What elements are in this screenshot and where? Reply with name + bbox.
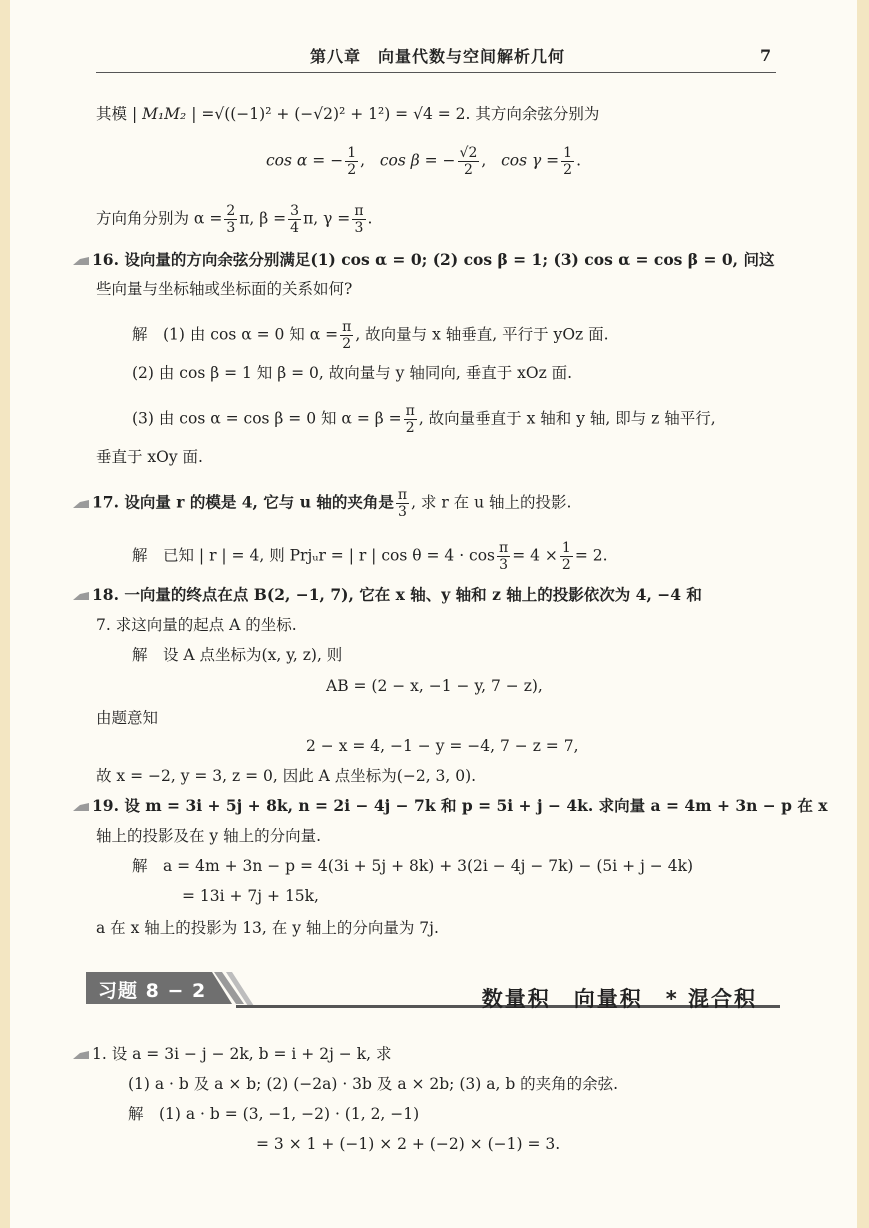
direction-angles: 方向角分别为 α = $\frac{2}{3}$ π, β = $\frac{3}{4}$ π, γ = $\frac{\pi}{3}$ . <box>96 203 373 236</box>
problem-19-question: 19. 设 m = 3i + 5j + 8k, n = 2i − 4j − 7k 和 p = 5i + j − 4k. 求向量 a = 4m + 3n − p 在 x <box>72 796 828 816</box>
problem-18-answer-4: 2 − x = 4, −1 − y = −4, 7 − z = 7, <box>306 737 579 755</box>
problem-19-answer-1: 解 a = 4m + 3n − p = 4(3i + 5j + 8k) + 3(2i − 4j − 7k) − (5i + j − 4k) <box>132 857 694 875</box>
problem-16-question: 16. 设向量的方向余弦分别满足(1) cos α = 0; (2) cos β = 1; (3) cos α = cos β = 0, 问这 <box>72 250 774 270</box>
problem-16-answer-4: 垂直于 xOy 面. <box>96 448 203 466</box>
problem-16-question-cont: 些向量与坐标轴或坐标面的关系如何? <box>96 280 353 298</box>
problem-16-answer-3: (3) 由 cos α = cos β = 0 知 α = β = $\frac{\pi}{2}$ , 故向量垂直于 x 轴和 y 轴, 即与 z 轴平行, <box>132 403 716 436</box>
problem-18-answer-3: 由题意知 <box>96 709 159 727</box>
exercise-1-parts: (1) a · b 及 a × b; (2) (−2a) · 3b 及 a × 2b; (3) a, b 的夹角的余弦. <box>128 1075 619 1093</box>
problem-17-answer: 解 已知 | r | = 4, 则 Prjᵤr = | r | cos θ = 4 · cos $\frac{\pi}{3}$ = 4 × $\frac{1}{2}$ = 2. <box>132 540 608 573</box>
exercise-1-answer-1: 解 (1) a · b = (3, −1, −2) · (1, 2, −1) <box>128 1105 420 1123</box>
problem-16-answer-2: (2) 由 cos β = 1 知 β = 0, 故向量与 y 轴同向, 垂直于 xOz 面. <box>132 364 573 382</box>
header-rule <box>96 72 776 73</box>
problem-marker-icon <box>72 499 90 509</box>
problem-18-answer-2: AB = (2 − x, −1 − y, 7 − z), <box>326 677 543 695</box>
problem-18-answer-1: 解 设 A 点坐标为(x, y, z), 则 <box>132 646 343 664</box>
problem-18-question: 18. 一向量的终点在点 B(2, −1, 7), 它在 x 轴、y 轴和 z 轴上的投影依次为 4, −4 和 <box>72 585 702 605</box>
exercise-1-answer-2: = 3 × 1 + (−1) × 2 + (−2) × (−1) = 3. <box>256 1135 561 1153</box>
problem-17-question: 17. 设向量 r 的模是 4, 它与 u 轴的夹角是 $\frac{\pi}{3}$ , 求 r 在 u 轴上的投影. <box>72 487 571 520</box>
problem-16-answer-1: 解 (1) 由 cos α = 0 知 α = $\frac{\pi}{2}$ , 故向量与 x 轴垂直, 平行于 yOz 面. <box>132 319 609 352</box>
chapter-header: 第八章 向量代数与空间解析几何 <box>310 47 566 66</box>
problem-19-answer-2: = 13i + 7j + 15k, <box>182 887 319 905</box>
problem-marker-icon <box>72 802 90 812</box>
section-title: 习题 8 − 2 <box>98 980 207 1002</box>
problem-19-question-cont: 轴上的投影及在 y 轴上的分向量. <box>96 827 322 845</box>
problem-18-answer-5: 故 x = −2, y = 3, z = 0, 因此 A 点坐标为(−2, 3, 0). <box>96 767 477 785</box>
section-subtitle: 数量积 向量积 * 混合积 <box>481 987 757 1011</box>
problem-18-question-cont: 7. 求这向量的起点 A 的坐标. <box>96 616 297 634</box>
problem-marker-icon <box>72 256 90 266</box>
page-number: 7 <box>760 46 772 65</box>
modulus-line: 其模 | M₁M₂ | =√((−1)² + (−√2)² + 1²) = √4 = 2. 其方向余弦分别为 <box>96 105 600 123</box>
direction-cosines: cos α = − $\frac{1}{2}$ , cos β = − $\frac{√2}{2}$ , cos γ = $\frac{1}{2}$ . <box>266 145 582 178</box>
problem-marker-icon <box>72 591 90 601</box>
problem-19-answer-3: a 在 x 轴上的投影为 13, 在 y 轴上的分向量为 7j. <box>96 919 439 937</box>
exercise-1-question: 1. 设 a = 3i − j − 2k, b = i + 2j − k, 求 <box>72 1044 391 1064</box>
problem-marker-icon <box>72 1050 90 1060</box>
